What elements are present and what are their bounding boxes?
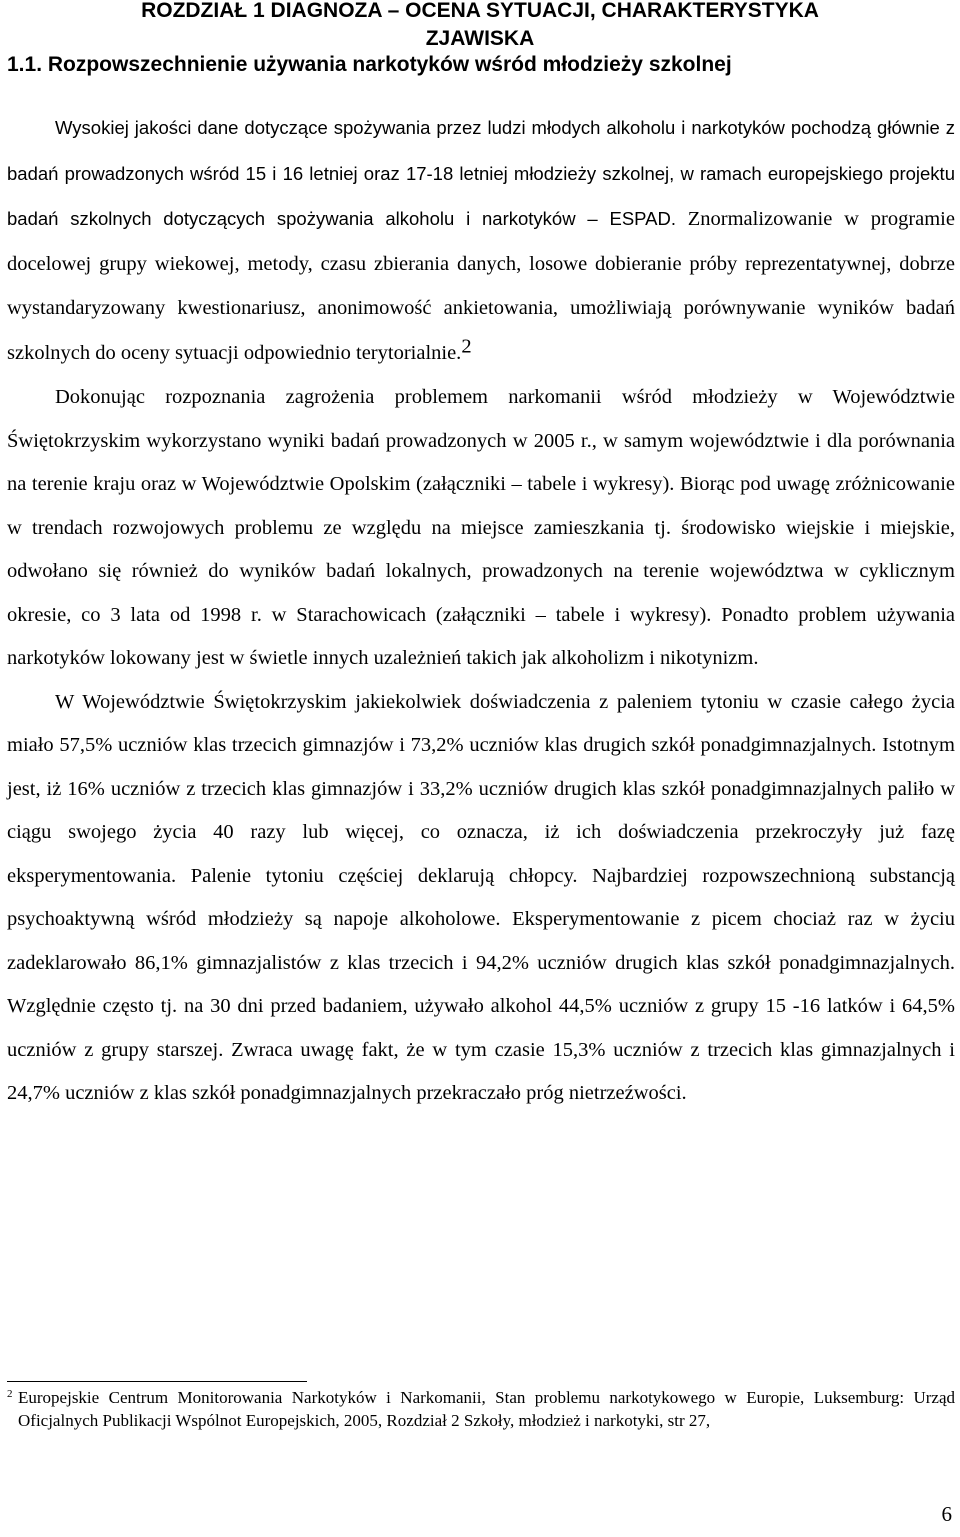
footnote-mark: 2	[7, 1388, 13, 1400]
paragraph-1-sans-part: Wysokiej jakości dane dotyczące spożywania przez ludzi młodych alkoholu i narkotyków pochodzą głównie z badań prowadzonych wśród 15 i 16 letniej oraz 17-18 letniej młodzieży szkolnej, w ramach europejskiego projektu badań szkolnych dotyczących spożywania alkoholu i narkotyków – ESPAD.	[7, 117, 955, 229]
chapter-title	[0, 0, 960, 53]
footnote-text: Europejskie Centrum Monitorowania Narkotyków i Narkomanii, Stan problemu narkotykowego w Europie, Luksemburg: Urząd Oficjalnych Publikacji Wspólnot Europejskich, 2005, Rozdział 2 Szkoły, młodzież i narkotyki, str 27,	[18, 1388, 955, 1430]
chapter-title-line-1: ROZDZIAŁ 1 DIAGNOZA – OCENA SYTUACJI, CHARAKTERYSTYKA	[141, 0, 819, 22]
page-number: 6	[941, 1502, 952, 1526]
section-heading: 1.1. Rozpowszechnienie używania narkotyków wśród młodzieży szkolnej	[7, 53, 732, 76]
footnote-separator	[7, 1381, 307, 1382]
paragraph-1	[7, 106, 955, 376]
paragraph-3: W Województwie Świętokrzyskim jakiekolwiek doświadczenia z paleniem tytoniu w czasie całego życia miało 57,5% uczniów klas trzecich gimnazjów i 73,2% uczniów klas drugich szkół ponadgimnazjalnych. Istotnym jest, iż 16% uczniów z trzecich klas gimnazjów i 33,2% uczniów drugich klas szkół ponadgimnazjalnych paliło w ciągu swojego życia 40 razy lub więcej, co oznacza, iż ich doświadczenia przekroczyły już fazę eksperymentowania. Palenie tytoniu częściej deklarują chłopcy. Najbardziej rozpowszechnioną substancją psychoaktywną wśród młodzieży są napoje alkoholowe. Eksperymentowanie z picem chociaż raz w życiu zadeklarowało 86,1% gimnazjalistów z klas trzecich i 94,2% uczniów drugich klas szkół ponadgimnazjalnych. Względnie często tj. na 30 dni przed badaniem, używało alkohol 44,5% uczniów z grupy 15 -16 latków i 64,5% uczniów z grupy starszej. Zwraca uwagę fakt, że w tym czasie 15,3% uczniów z trzecich klas gimnazjalnych i 24,7% uczniów z klas szkół ponadgimnazjalnych przekraczało próg nietrzeźwości.	[7, 690, 955, 1104]
body-text	[7, 106, 955, 1116]
footnote	[7, 1387, 955, 1432]
paragraph-1-serif-part: Znormalizowanie w programie docelowej grupy wiekowej, metody, czasu zbierania danych, losowe dobieranie próby reprezentatywnej, dobrze wystandaryzowany kwestionariusz, anonimowość ankietowania, umożliwiają porównywanie wyników badań szkolnych do oceny sytuacji odpowiednio terytorialnie.	[7, 208, 955, 364]
chapter-title-line-2: ZJAWISKA	[425, 27, 535, 50]
paragraph-2: Dokonując rozpoznania zagrożenia problemem narkomanii wśród młodzieży w Województwie Świętokrzyskim wykorzystano wyniki badań prowadzonych w 2005 r., w samym województwie i dla porównania na terenie kraju oraz w Województwie Opolskim (załączniki – tabele i wykresy). Biorąc pod uwagę zróżnicowanie w trendach rozwojowych problemu ze względu na miejsce zamieszkania tj. środowisko wiejskie i miejskie, odwołano się również do wyników badań lokalnych, prowadzonych na terenie województwa w cyklicznym okresie, co 3 lata od 1998 r. w Starachowicach (załączniki – tabele i wykresy). Ponadto problem używania narkotyków lokowany jest w świetle innych uzależnień takich jak alkoholizm i nikotynizm.	[7, 386, 955, 669]
footnote-reference[interactable]: 2	[461, 335, 472, 358]
